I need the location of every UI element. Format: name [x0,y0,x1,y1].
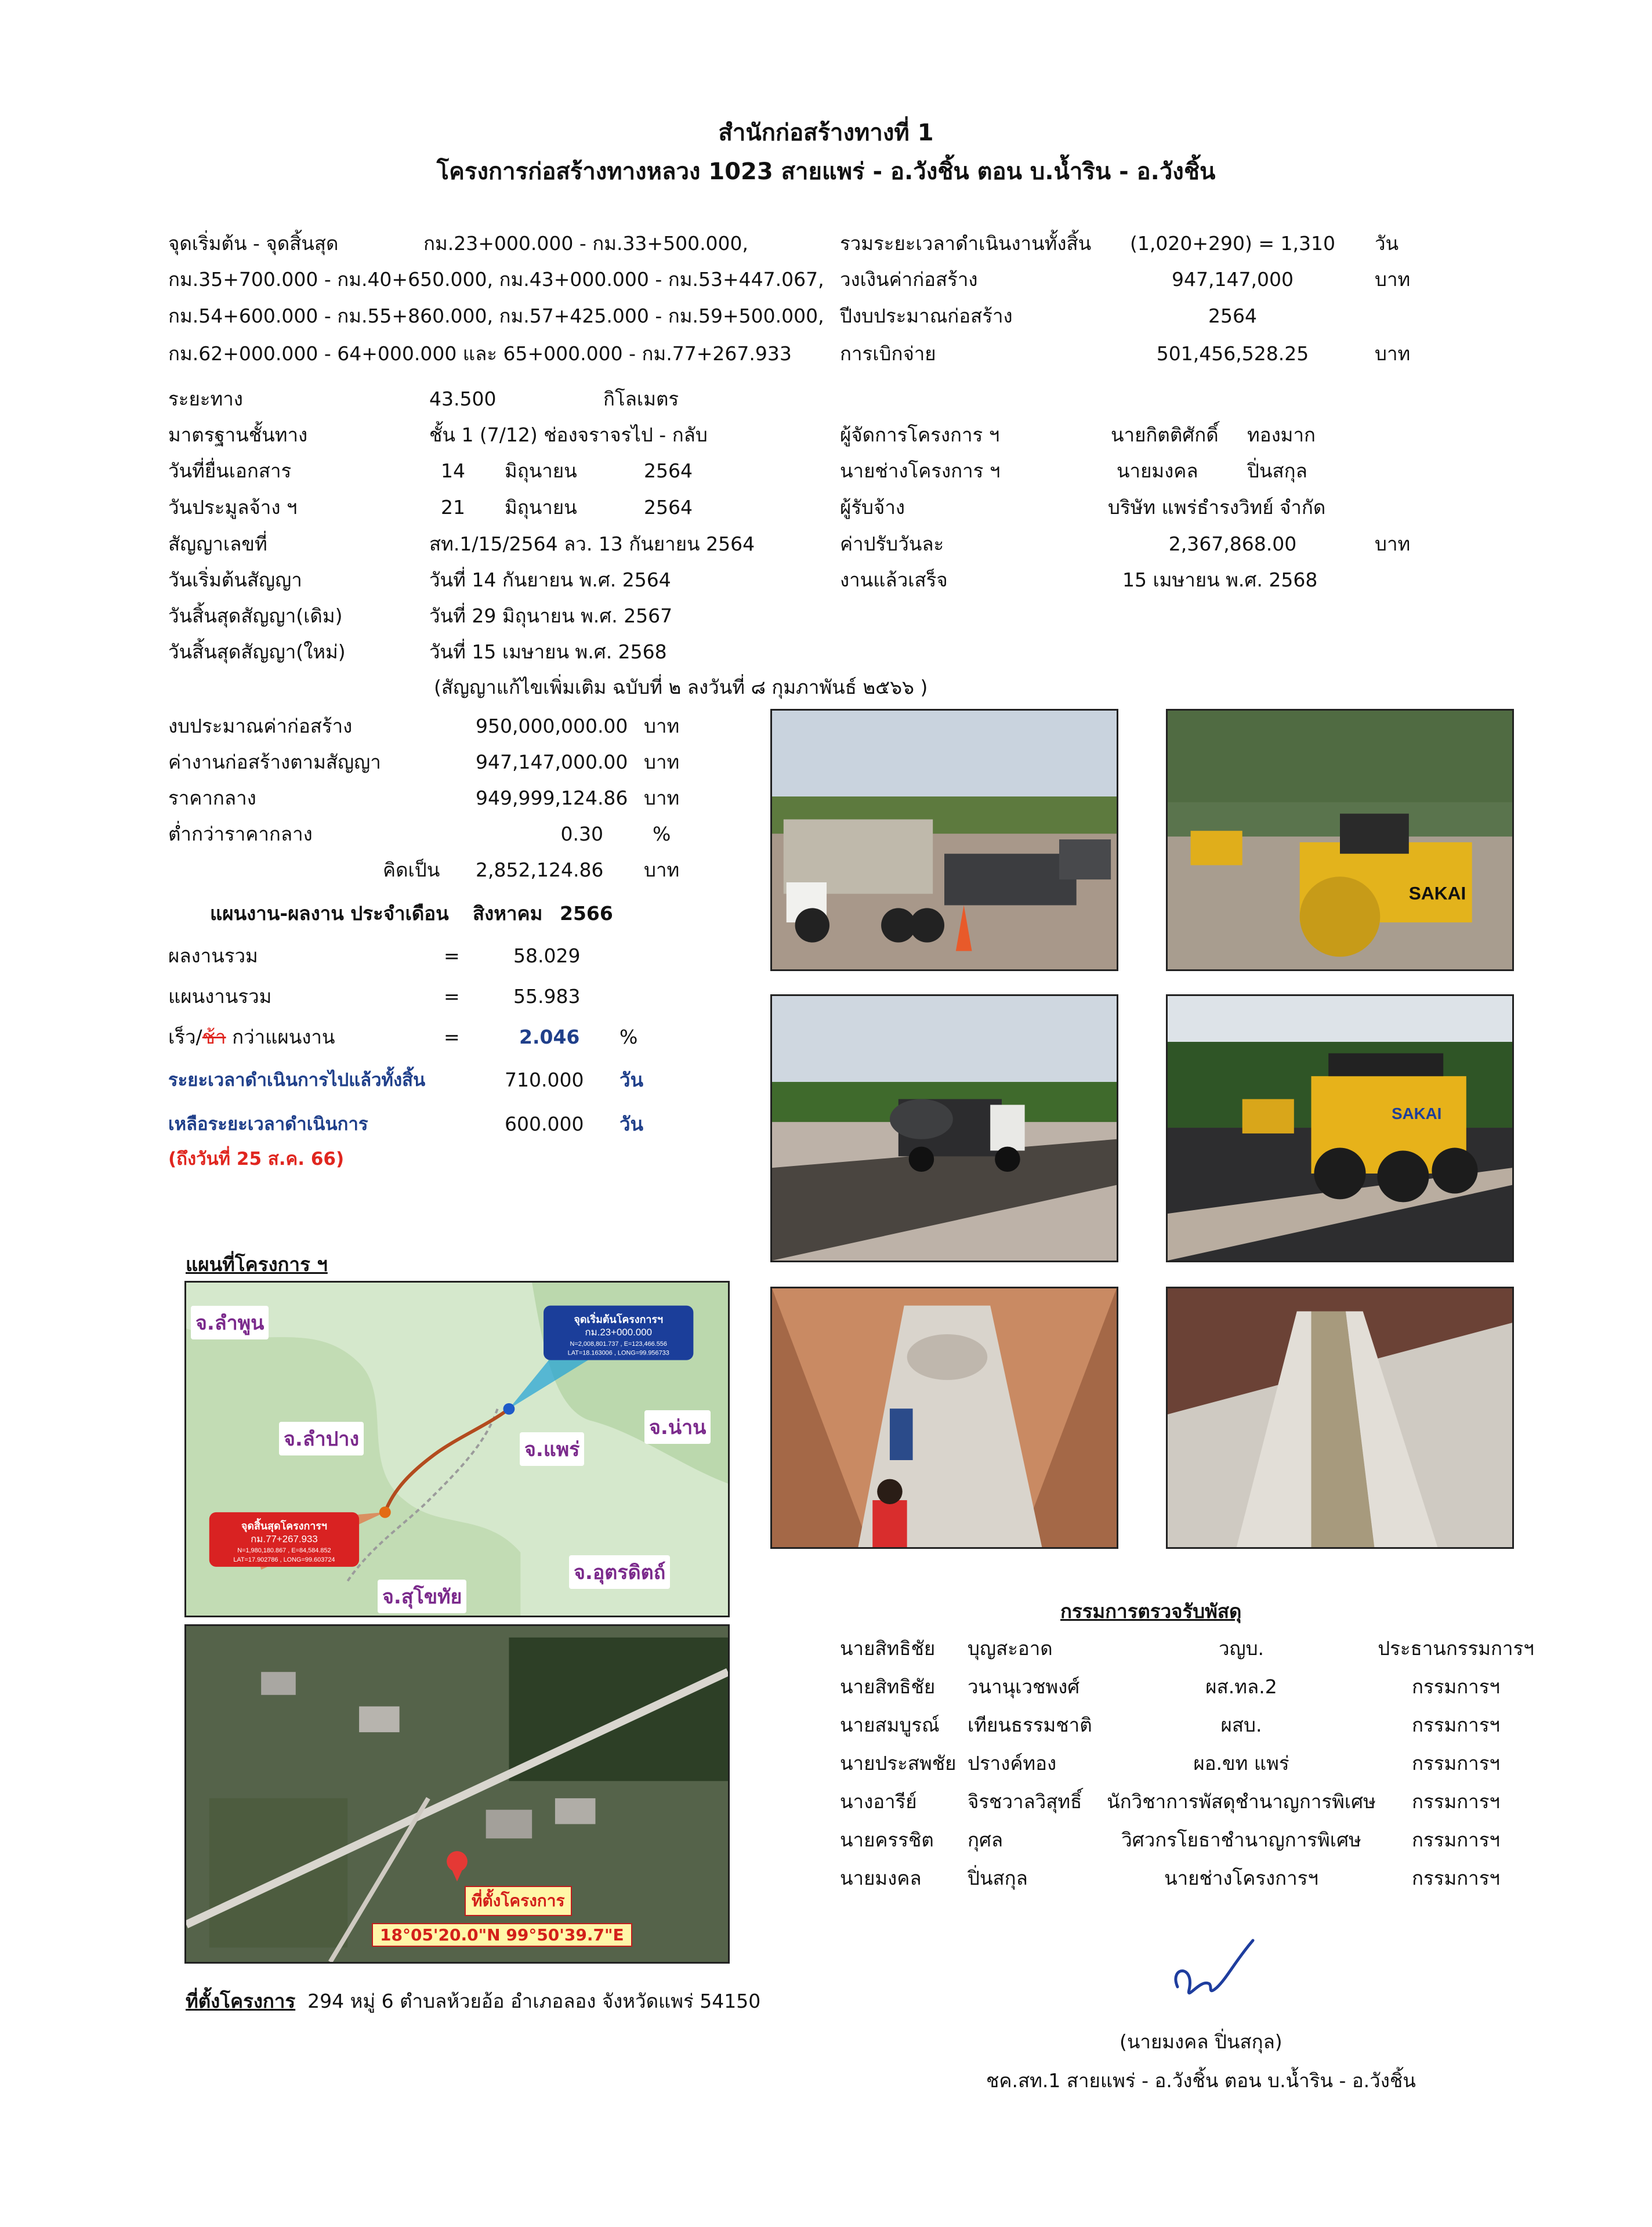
engineer-name: นายมงคล [1117,459,1198,482]
budget-limit-label: วงเงินค่าก่อสร้าง [840,268,978,291]
province-nan: จ.น่าน [644,1410,711,1444]
committee-position: วญบ. [1218,1637,1265,1660]
progress-title: แผนงาน-ผลงาน ประจำเดือน [210,902,449,925]
province-lampang: จ.ลำปาง [279,1422,364,1455]
committee-position: นายช่างโครงการฯ [1164,1867,1318,1889]
distance-unit: กิโลเมตร [603,388,679,410]
photo-concrete-channel [1166,1287,1514,1549]
contract-no-label: สัญญาเลขที่ [168,533,267,555]
committee-first-name: นายสมบูรณ์ [840,1714,940,1736]
submit-date-year: 2564 [644,459,693,482]
manager-name: นายกิตติศักดิ์ [1111,423,1219,446]
amendment-note: (สัญญาแก้ไขเพิ่มเติม ฉบับที่ ๒ ลงวันที่ ๘ กุมภาพันธ์ ๒๕๖๖ ) [434,676,928,698]
budget-value-5: 2,852,124.86 [476,859,604,881]
province-phrae: จ.แพร่ [520,1432,584,1466]
committee-last-name: ปรางค์ทอง [968,1752,1057,1775]
diff-rest: กว่าแผนงาน [226,1026,335,1048]
manager-label: ผู้จัดการโครงการ ฯ [840,423,1000,446]
budget-label-5: คิดเป็น [383,859,440,881]
actual-value: 58.029 [513,944,581,967]
province-lamphun: จ.ลำพูน [191,1306,269,1339]
start-box-title: จุดเริ่มต้นโครงการฯ [574,1313,664,1326]
disbursement-unit: บาท [1375,342,1411,365]
address-label: ที่ตั้งโครงการ [186,1990,296,2012]
budget-value-3: 949,999,124.86 [476,787,628,809]
submit-date-day: 14 [441,459,465,482]
committee-role: กรรมการฯ [1412,1675,1500,1698]
engineer-label: นายช่างโครงการ ฯ [840,459,1001,482]
committee-last-name: วนานุเวชพงศ์ [968,1675,1080,1698]
photo-road-milling [770,709,1118,971]
budget-value-1: 950,000,000.00 [476,715,628,737]
signature-title: ชค.สท.1 สายแพร่ - อ.วังชิ้น ตอน บ.น้ำริน - อ.วังชิ้น [986,2069,1416,2092]
distance-label: ระยะทาง [168,388,243,410]
site-coordinates: 18°05'20.0"N 99°50'39.7"E [372,1923,632,1947]
committee-role: กรรมการฯ [1412,1790,1500,1813]
submit-date-month: มิถุนายน [505,459,577,482]
committee-position: ผส.ทล.2 [1205,1675,1277,1698]
finish-value: 15 เมษายน พ.ศ. 2568 [1122,568,1318,591]
penalty-value: 2,367,868.00 [1168,533,1297,555]
committee-last-name: บุญสะอาด [968,1637,1053,1660]
progress-month: สิงหาคม [473,902,543,925]
end-box-title: จุดสิ้นสุดโครงการฯ [241,1520,327,1532]
committee-position: นักวิชาการพัสดุชำนาญการพิเศษ [1107,1790,1376,1813]
diff-unit: % [620,1026,638,1048]
photo-roller-gravel [1166,709,1514,971]
office-title: สำนักก่อสร้างทางที่ 1 [718,120,934,146]
budget-unit-3: บาท [644,787,680,809]
project-title: โครงการก่อสร้างทางหลวง 1023 สายแพร่ - อ.วังชิ้น ตอน บ.น้ำริน - อ.วังชิ้น [436,158,1216,185]
budget-value-2: 947,147,000.00 [476,751,628,773]
plan-eq: = [444,985,460,1008]
bid-date-label: วันประมูลจ้าง ฯ [168,496,298,519]
committee-first-name: นางอารีย์ [840,1790,917,1813]
submit-date-label: วันที่ยื่นเอกสาร [168,459,292,482]
committee-first-name: นายสิทธิชัย [840,1637,936,1660]
committee-last-name: กุศล [968,1828,1003,1851]
committee-first-name: นายครรชิต [840,1828,934,1851]
diff-slow: ช้า [202,1026,226,1048]
range-line-4: กม.62+000.000 - 64+000.000 และ 65+000.000 - กม.77+267.933 [168,342,792,365]
plan-label: แผนงานรวม [168,985,272,1008]
budget-unit-5: บาท [644,859,680,881]
total-duration-value: (1,020+290) = 1,310 [1130,232,1335,255]
roller-brand-1: SAKAI [1408,882,1466,904]
end-box-latlon: LAT=17.902786 , LONG=99.603724 [233,1556,335,1563]
contract-start-value: วันที่ 14 กันยายน พ.ศ. 2564 [429,568,671,591]
diff-label [168,1026,335,1049]
budget-unit-2: บาท [644,751,680,773]
budget-label-3: ราคากลาง [168,787,256,809]
committee-role: ประธานกรรมการฯ [1378,1637,1534,1660]
elapsed-label: ระยะเวลาดำเนินการไปแล้วทั้งสิ้น [168,1070,426,1091]
start-box-latlon: LAT=18.163006 , LONG=99.956733 [567,1349,669,1357]
remain-label: เหลือระยะเวลาดำเนินการ [168,1114,368,1135]
start-box-km: กม.23+000.000 [585,1327,653,1338]
committee-last-name: ปิ่นสกุล [968,1867,1028,1889]
manager-surname: ทองมาก [1247,423,1316,446]
committee-role: กรรมการฯ [1412,1714,1500,1736]
budget-label-4: ต่ำกว่าราคากลาง [168,823,313,845]
penalty-unit: บาท [1375,533,1411,555]
contract-end-old-value: วันที่ 29 มิถุนายน พ.ศ. 2567 [429,604,673,627]
province-uttaradit: จ.อุตรดิตถ์ [569,1555,670,1589]
asof-date: (ถึงวันที่ 25 ส.ค. 66) [168,1149,345,1169]
satellite-map [184,1624,730,1964]
address-value: 294 หมู่ 6 ตำบลห้วยอ้อ อำเภอลอง จังหวัดแพร่ 54150 [307,1990,761,2012]
remain-value: 600.000 [505,1113,584,1135]
province-sukhothai: จ.สุโขทัย [378,1580,466,1613]
committee-role: กรรมการฯ [1412,1752,1500,1775]
budget-unit-4: % [653,823,671,845]
disbursement-value: 501,456,528.25 [1156,342,1309,365]
committee-last-name: เทียนธรรมชาติ [968,1714,1092,1736]
budget-label-1: งบประมาณค่าก่อสร้าง [168,715,353,737]
penalty-label: ค่าปรับวันละ [840,533,944,555]
actual-label: ผลงานรวม [168,944,258,967]
fiscal-year-label: ปีงบประมาณก่อสร้าง [840,305,1013,327]
signature-mark [1154,1932,1259,2007]
budget-limit-value: 947,147,000 [1172,268,1294,291]
bid-date-day: 21 [441,496,465,519]
map-title: แผนที่โครงการ ฯ [186,1253,328,1276]
budget-label-2: ค่างานก่อสร้างตามสัญญา [168,751,381,773]
plan-value: 55.983 [513,985,581,1008]
province-map [184,1281,730,1617]
contract-end-old-label: วันสิ้นสุดสัญญา(เดิม) [168,604,343,627]
roller-brand-2: SAKAI [1392,1105,1442,1123]
address [186,1990,760,2013]
total-duration-unit: วัน [1375,232,1399,255]
contract-end-new-value: วันที่ 15 เมษายน พ.ศ. 2568 [429,640,667,663]
end-box-km: กม.77+267.933 [251,1533,318,1545]
bid-date-year: 2564 [644,496,693,519]
committee-last-name: จิรชวาลวิสุทธิ์ [968,1790,1082,1813]
elapsed-value: 710.000 [505,1069,584,1091]
committee-role: กรรมการฯ [1412,1867,1500,1889]
range-line-2: กม.35+700.000 - กม.40+650.000, กม.43+000.000 - กม.53+447.067, [168,268,824,291]
diff-fast: เร็ว/ [168,1026,202,1048]
signature-name: (นายมงคล ปิ่นสกุล) [1120,2030,1283,2053]
actual-eq: = [444,944,460,967]
start-box-coords: N=2,008,801.737 , E=123,466.556 [570,1340,667,1348]
committee-position: วิศวกรโยธาชำนาญการพิเศษ [1121,1828,1361,1851]
diff-value: 2.046 [519,1026,580,1048]
contract-no-value: สท.1/15/2564 ลว. 13 กันยายน 2564 [429,533,755,555]
disbursement-label: การเบิกจ่าย [840,342,936,365]
contractor-value: บริษัท แพร่ธำรงวิทย์ จำกัด [1108,496,1326,519]
budget-unit-1: บาท [644,715,680,737]
photo-pipe-trench [770,1287,1118,1549]
range-line-1: กม.23+000.000 - กม.33+500.000, [423,232,749,255]
bid-date-month: มิถุนายน [505,496,577,519]
committee-title: กรรมการตรวจรับพัสดุ [1060,1600,1242,1623]
contract-end-new-label: วันสิ้นสุดสัญญา(ใหม่) [168,640,346,663]
distance-value: 43.500 [429,388,497,410]
total-duration-label: รวมระยะเวลาดำเนินงานทั้งสิ้น [840,232,1092,255]
committee-first-name: นายมงคล [840,1867,922,1889]
committee-role: กรรมการฯ [1412,1828,1500,1851]
range-line-3: กม.54+600.000 - กม.55+860.000, กม.57+425.000 - กม.59+500.000, [168,305,824,327]
standard-value: ชั้น 1 (7/12) ช่องจราจรไป - กลับ [429,423,708,446]
fiscal-year-value: 2564 [1208,305,1257,327]
elapsed-unit: วัน [620,1069,644,1091]
end-box-coords: N=1,980,180.867 , E=84,584.852 [237,1547,331,1555]
diff-eq: = [444,1026,460,1048]
finish-label: งานแล้วเสร็จ [840,568,948,591]
progress-year: 2566 [560,902,613,925]
committee-first-name: นายประสพชัย [840,1752,957,1775]
committee-position: ผอ.ขท แพร่ [1193,1752,1289,1775]
budget-limit-unit: บาท [1375,268,1411,291]
contractor-label: ผู้รับจ้าง [840,496,905,519]
engineer-surname: ปิ่นสกุล [1247,459,1307,482]
standard-label: มาตรฐานชั้นทาง [168,423,308,446]
committee-position: ผสบ. [1220,1714,1262,1736]
range-label: จุดเริ่มต้น - จุดสิ้นสุด [168,232,339,255]
remain-unit: วัน [620,1113,644,1135]
contract-start-label: วันเริ่มต้นสัญญา [168,568,302,591]
photo-pneumatic-roller [1166,994,1514,1262]
committee-first-name: นายสิทธิชัย [840,1675,936,1698]
budget-value-4: 0.30 [560,823,603,845]
photo-asphalt-spray [770,994,1118,1262]
site-label: ที่ตั้งโครงการ [465,1886,572,1916]
